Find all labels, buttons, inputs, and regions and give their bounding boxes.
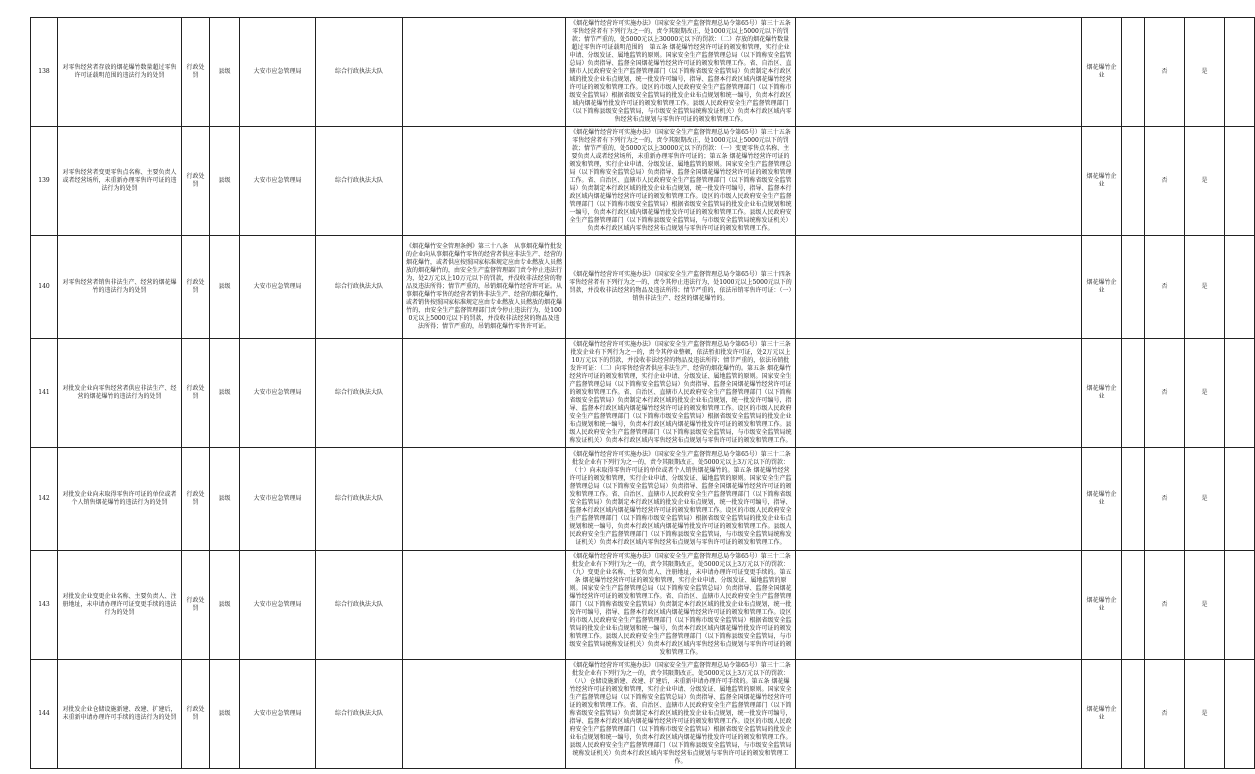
regulated-subject: 烟花爆竹企业 [1082,127,1122,236]
legal-basis-rules: 《烟花爆竹经营许可实施办法》（国家安全生产监督管理总局令第65号）第三十四条 零售经营者有下列行为之一的，责令其停止违法行为，处1000元以上5000元以下的罚款，并没收非法经营的物品及违法所得；情节严重的，依法吊销零售许可证：（一）销售非法生产、经营的烟花爆竹的。 [566,236,796,339]
legal-basis-rules: 《烟花爆竹经营许可实施办法》（国家安全生产监督管理总局令第65号）第三十二条 批发企业有下列行为之一的，责令其限期改正，处5000元以上3万元以下的罚款：（十）向未取得零售许可证的单位或者个人销售烟花爆竹的。第五条 烟花爆竹经营许可证的颁发和管理，实行企业申请、分级发证、属地监管的原则。国家安全生产监督管理总局（以下简称安全监管总局）负责指导、监督全国烟花爆竹经营许可证的颁发和管理工作。省、自治区、直辖市人民政府安全生产监督管理部门（以下简称省级安全监管局）负责制定本行政区域的批发企业布点规划，统一批发许可编号，指导、监督本行政区域内烟花爆竹经营许可证的颁发和管理工作。设区的市级人民政府安全生产监督管理部门（以下简称市级安全监管局）根据省级安全监管局的批发企业布点规划和统一编号，负责本行政区域内烟花爆竹批发许可证的颁发和管理工作。县级人民政府安全生产监督管理部门（以下简称县级安全监管局，与市级安全监管局统称发证机关）负责本行政区域内零售经营布点规划与零售许可证的颁发和管理工作。 [566,448,796,551]
legal-basis-regulation [403,551,566,660]
row-number: 141 [31,339,58,448]
flag-no-cell: 否 [1145,339,1185,448]
legal-basis-rules: 《烟花爆竹经营许可实施办法》（国家安全生产监督管理总局令第65号）第三十二条 批发企业有下列行为之一的，责令其限期改正，处5000元以上3万元以下的罚款：（八）仓储设施新建、改建、扩建后，未重新申请办理许可手续的。第五条 烟花爆竹经营许可证的颁发和管理，实行企业申请、分级发证、属地监管的原则。国家安全生产监督管理总局（以下简称安全监管总局）负责指导、监督全国烟花爆竹经营许可证的颁发和管理工作。省、自治区、直辖市人民政府安全生产监督管理部门（以下简称省级安全监管局）负责制定本行政区域的批发企业布点规划，统一批发许可编号，指导、监督本行政区域内烟花爆竹经营许可证的颁发和管理工作。设区的市级人民政府安全生产监督管理部门（以下简称市级安全监管局）根据省级安全监管局的批发企业布点规划和统一编号，负责本行政区域内烟花爆竹批发许可证的颁发和管理工作。县级人民政府安全生产监督管理部门（以下简称县级安全监管局，与市级安全监管局统称发证机关）负责本行政区域内零售经营布点规划与零售许可证的颁发和管理工作。 [566,660,796,769]
exercise-level: 县级 [210,551,240,660]
flag-cell [1122,448,1145,551]
blank-cell [796,339,1082,448]
table-row [31,339,1255,448]
department: 大安市应急管理局 [240,18,316,127]
department: 大安市应急管理局 [240,127,316,236]
flag-no-cell: 否 [1145,127,1185,236]
flag-cell [1122,660,1145,769]
row-number: 139 [31,127,58,236]
item-type: 行政处罚 [182,339,210,448]
flag-no-cell: 否 [1145,660,1185,769]
table-row [31,127,1255,236]
flag-no-cell: 否 [1145,448,1185,551]
legal-basis-rules: 《烟花爆竹经营许可实施办法》（国家安全生产监督管理总局令第65号）第三十三条 批发企业有下列行为之一的，责令其停业整顿，依法暂扣批发许可证，处2万元以上10万元以下的罚款，并没收非法经营的物品及违法所得；情节严重的，依法吊销批发许可证：（二）向零售经营者供应非法生产、经营的烟花爆竹的。第五条 烟花爆竹经营许可证的颁发和管理，实行企业申请、分级发证、属地监管的原则。国家安全生产监督管理总局（以下简称安全监管总局）负责指导、监督全国烟花爆竹经营许可证的颁发和管理工作。省、自治区、直辖市人民政府安全生产监督管理部门（以下简称省级安全监管局）负责制定本行政区域的批发企业布点规划，统一批发许可编号，指导、监督本行政区域内烟花爆竹经营许可证的颁发和管理工作。设区的市级人民政府安全生产监督管理部门（以下简称市级安全监管局）根据省级安全监管局的批发企业布点规划和统一编号，负责本行政区域内烟花爆竹批发许可证的颁发和管理工作。县级人民政府安全生产监督管理部门（以下简称县级安全监管局，与市级安全监管局统称发证机关）负责本行政区域内零售经营布点规划与零售许可证的颁发和管理工作。 [566,339,796,448]
flag-cell [1122,127,1145,236]
legal-basis-regulation [403,448,566,551]
item-name: 对零售经营者存放的烟花爆竹数量超过零售许可证载明范围的违法行为的处罚 [58,18,182,127]
legal-basis-regulation: 《烟花爆竹安全管理条例》第三十八条 从事烟花爆竹批发的企业向从事烟花爆竹零售的经营者供应非法生产、经营的烟花爆竹，或者供应按照国家标准规定应由专业燃放人员燃放的烟花爆竹的，由安全生产监督管理部门责令停止违法行为，处2万元以上10万元以下的罚款，并没收非法经营的物品及违法所得；情节严重的，吊销烟花爆竹经营许可证。从事烟花爆竹零售的经营者销售非法生产、经营的烟花爆竹，或者销售按照国家标准规定应由专业燃放人员燃放的烟花爆竹的，由安全生产监督管理部门责令停止违法行为，处1000元以上5000元以下的罚款，并没收非法经营的物品及违法所得；情节严重的，吊销烟花爆竹零售许可证。 [403,236,566,339]
legal-basis-rules: 《烟花爆竹经营许可实施办法》（国家安全生产监督管理总局令第65号）第三十五条 零售经营者有下列行为之一的，责令其限期改正，处1000元以上5000元以下的罚款；情节严重的，处5000元以上30000元以下的罚款：（二）存放的烟花爆竹数量超过零售许可证载明范围的 第五条 烟花爆竹经营许可证的颁发和管理，实行企业申请、分级发证、属地监管的原则。国家安全生产监督管理总局（以下简称安全监管总局）负责指导、监督全国烟花爆竹经营许可证的颁发和管理工作。省、自治区、直辖市人民政府安全生产监督管理部门（以下简称省级安全监管局）负责制定本行政区域的批发企业布点规划，统一批发许可编号，指导、监督本行政区域内烟花爆竹经营许可证的颁发和管理工作。设区的市级人民政府安全生产监督管理部门（以下简称市级安全监管局）根据省级安全监管局的批发企业布点规划和统一编号，负责本行政区域内烟花爆竹批发许可证的颁发和管理工作。县级人民政府安全生产监督管理部门（以下简称县级安全监管局，与市级安全监管局统称发证机关）负责本行政区域内零售经营布点规划与零售许可证的颁发和管理工作。 [566,18,796,127]
blank-cell [796,551,1082,660]
flag-cell [1122,551,1145,660]
flag-no-cell: 否 [1145,18,1185,127]
department: 大安市应急管理局 [240,551,316,660]
regulated-subject: 烟花爆竹企业 [1082,236,1122,339]
item-type: 行政处罚 [182,448,210,551]
row-number: 142 [31,448,58,551]
item-type: 行政处罚 [182,551,210,660]
blank-cell [796,448,1082,551]
regulated-subject: 烟花爆竹企业 [1082,551,1122,660]
authority-list-table [30,17,1255,769]
executing-unit: 综合行政执法大队 [316,448,403,551]
legal-basis-regulation [403,660,566,769]
exercise-level: 县级 [210,18,240,127]
flag-yes-cell: 是 [1185,339,1225,448]
executing-unit: 综合行政执法大队 [316,551,403,660]
row-number: 140 [31,236,58,339]
trailing-cell [1225,551,1255,660]
exercise-level: 县级 [210,236,240,339]
flag-yes-cell: 是 [1185,18,1225,127]
blank-cell [796,18,1082,127]
trailing-cell [1225,660,1255,769]
table-row [31,236,1255,339]
department: 大安市应急管理局 [240,339,316,448]
flag-yes-cell: 是 [1185,660,1225,769]
flag-no-cell: 否 [1145,236,1185,339]
item-type: 行政处罚 [182,236,210,339]
legal-basis-regulation [403,339,566,448]
item-name: 对批发企业变更企业名称、主要负责人、注册地址，未申请办理许可证变更手续的违法行为的处罚 [58,551,182,660]
table-row [31,660,1255,769]
trailing-cell [1225,339,1255,448]
item-type: 行政处罚 [182,660,210,769]
trailing-cell [1225,236,1255,339]
row-number: 138 [31,18,58,127]
legal-basis-rules: 《烟花爆竹经营许可实施办法》（国家安全生产监督管理总局令第65号）第三十五条 零售经营者有下列行为之一的，责令其限期改正，处1000元以上5000元以下的罚款；情节严重的，处5000元以上30000元以下的罚款：（一）变更零售点名称、主要负责人或者经营场所，未重新办理零售许可证的；第五条 烟花爆竹经营许可证的颁发和管理，实行企业申请、分级发证、属地监管的原则。国家安全生产监督管理总局（以下简称安全监管总局）负责指导、监督全国烟花爆竹经营许可证的颁发和管理工作。省、自治区、直辖市人民政府安全生产监督管理部门（以下简称省级安全监管局）负责制定本行政区域的批发企业布点规划，统一批发许可编号，指导、监督本行政区域内烟花爆竹经营许可证的颁发和管理工作。设区的市级人民政府安全生产监督管理部门（以下简称市级安全监管局）根据省级安全监管局的批发企业布点规划和统一编号，负责本行政区域内烟花爆竹批发许可证的颁发和管理工作。县级人民政府安全生产监督管理部门（以下简称县级安全监管局，与市级安全监管局统称发证机关）负责本行政区域内零售经营布点规划与零售许可证的颁发和管理工作。 [566,127,796,236]
flag-yes-cell: 是 [1185,236,1225,339]
executing-unit: 综合行政执法大队 [316,339,403,448]
flag-cell [1122,18,1145,127]
executing-unit: 综合行政执法大队 [316,660,403,769]
flag-yes-cell: 是 [1185,551,1225,660]
flag-no-cell: 否 [1145,551,1185,660]
exercise-level: 县级 [210,448,240,551]
item-name: 对批发企业仓储设施新建、改建、扩建后，未重新申请办理许可手续的违法行为的处罚 [58,660,182,769]
trailing-cell [1225,448,1255,551]
legal-basis-regulation [403,18,566,127]
legal-basis-rules: 《烟花爆竹经营许可实施办法》（国家安全生产监督管理总局令第65号）第三十二条 批发企业有下列行为之一的，责令其限期改正，处5000元以上3万元以下的罚款：（九）变更企业名称、主要负责人、注册地址，未申请办理许可证变更手续的。第五条 烟花爆竹经营许可证的颁发和管理，实行企业申请、分级发证、属地监管的原则。国家安全生产监督管理总局（以下简称安全监管总局）负责指导、监督全国烟花爆竹经营许可证的颁发和管理工作。省、自治区、直辖市人民政府安全生产监督管理部门（以下简称省级安全监管局）负责制定本行政区域的批发企业布点规划，统一批发许可编号，指导、监督本行政区域内烟花爆竹经营许可证的颁发和管理工作。设区的市级人民政府安全生产监督管理部门（以下简称市级安全监管局）根据省级安全监管局的批发企业布点规划和统一编号，负责本行政区域内烟花爆竹批发许可证的颁发和管理工作。县级人民政府安全生产监督管理部门（以下简称县级安全监管局，与市级安全监管局统称发证机关）负责本行政区域内零售经营布点规划与零售许可证的颁发和管理工作。 [566,551,796,660]
blank-cell [796,127,1082,236]
row-number: 143 [31,551,58,660]
flag-cell [1122,236,1145,339]
trailing-cell [1225,18,1255,127]
item-name: 对零售经营者变更零售点名称、主要负责人或者经营场所，未重新办理零售许可证的违法行为的处罚 [58,127,182,236]
executing-unit: 综合行政执法大队 [316,236,403,339]
row-number: 144 [31,660,58,769]
department: 大安市应急管理局 [240,448,316,551]
executing-unit: 综合行政执法大队 [316,18,403,127]
regulated-subject: 烟花爆竹企业 [1082,18,1122,127]
table-row [31,448,1255,551]
item-name: 对批发企业向零售经营者供应非法生产、经营的烟花爆竹的违法行为的处罚 [58,339,182,448]
exercise-level: 县级 [210,660,240,769]
department: 大安市应急管理局 [240,660,316,769]
item-name: 对零售经营者销售非法生产、经营的烟花爆竹的违法行为的处罚 [58,236,182,339]
item-type: 行政处罚 [182,127,210,236]
trailing-cell [1225,127,1255,236]
regulated-subject: 烟花爆竹企业 [1082,660,1122,769]
exercise-level: 县级 [210,339,240,448]
regulated-subject: 烟花爆竹企业 [1082,339,1122,448]
flag-yes-cell: 是 [1185,448,1225,551]
legal-basis-regulation [403,127,566,236]
flag-cell [1122,339,1145,448]
department: 大安市应急管理局 [240,236,316,339]
executing-unit: 综合行政执法大队 [316,127,403,236]
blank-cell [796,660,1082,769]
item-type: 行政处罚 [182,18,210,127]
blank-cell [796,236,1082,339]
item-name: 对批发企业向未取得零售许可证的单位或者个人销售烟花爆竹的违法行为的处罚 [58,448,182,551]
flag-yes-cell: 是 [1185,127,1225,236]
table-row [31,551,1255,660]
regulated-subject: 烟花爆竹企业 [1082,448,1122,551]
table-row [31,18,1255,127]
exercise-level: 县级 [210,127,240,236]
